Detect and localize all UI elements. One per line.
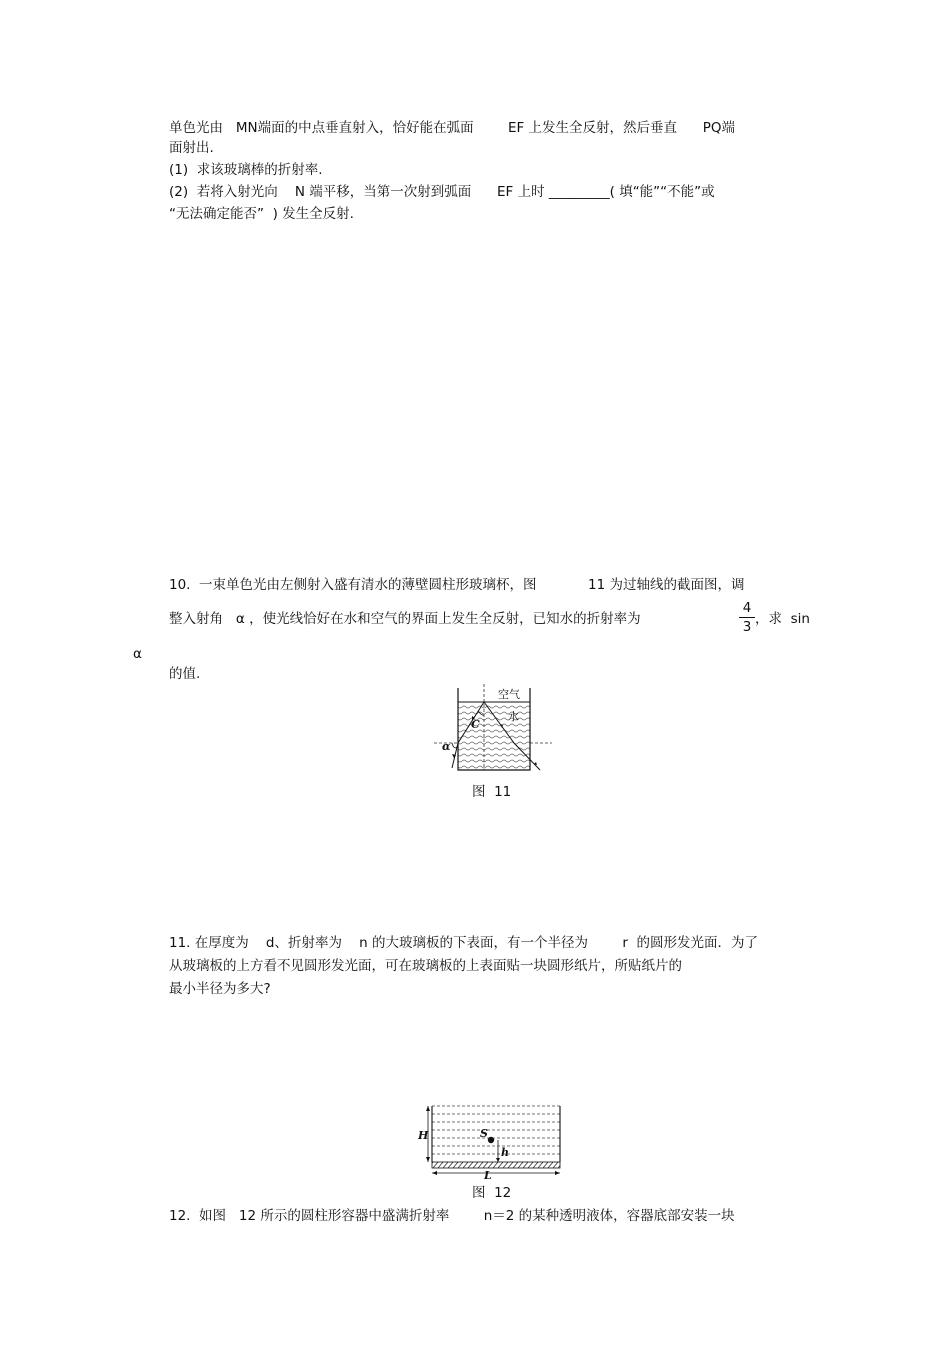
fraction-bar (739, 617, 755, 618)
light-source-dot (488, 1137, 494, 1143)
q10-line-2b: ，求 sin (755, 611, 810, 627)
q11-line-3: 最小半径为多大? (169, 981, 271, 997)
p9-line-5: “无法确定能否” ) 发生全反射. (169, 206, 354, 222)
figure-11-caption: 图 11 (472, 784, 512, 800)
p9-line-1: 单色光由 MN端面的中点垂直射入，恰好能在弧面 EF 上发生全反射，然后垂直 PQ端 (169, 120, 736, 136)
p9-line-3: (1) 求该玻璃棒的折射率. (169, 162, 323, 178)
label-S: S (480, 1127, 488, 1140)
label-water: 水 (508, 710, 519, 723)
height-arrow-bottom (426, 1157, 430, 1162)
container-walls (432, 1106, 560, 1162)
container-base (432, 1162, 560, 1168)
depth-arrow (496, 1158, 500, 1162)
width-arrow-left (432, 1171, 437, 1175)
refractive-index-fraction (739, 600, 755, 635)
label-air: 空气 (498, 688, 520, 701)
p9-line-4: (2) 若将入射光向 N 端平移，当第一次射到弧面 EF 上时 _________( 填“能”“不能”或 (169, 184, 715, 200)
fraction-denominator: 3 (742, 619, 752, 635)
figure-11 (430, 680, 560, 780)
liquid-lines (432, 1114, 560, 1154)
figure-12 (418, 1102, 568, 1182)
label-c: C (471, 718, 480, 731)
fraction-numerator: 4 (742, 600, 752, 616)
q10-line-3: α (133, 646, 142, 662)
label-h: h (501, 1146, 509, 1159)
label-H: H (418, 1129, 429, 1142)
figure-12-caption: 图 12 (472, 1185, 512, 1201)
width-arrow-right (555, 1171, 560, 1175)
q11-line-2: 从玻璃板的上方看不见圆形发光面，可在玻璃板的上表面贴一块圆形纸片，所贴纸片的 (169, 958, 682, 974)
p9-line-2: 面射出. (169, 140, 214, 156)
incidence-angle-arc (452, 743, 457, 748)
q10-line-4: 的值. (169, 666, 201, 682)
q10-line-2a: 整入射角 α ，使光线恰好在水和空气的界面上发生全反射，已知水的折射率为 (169, 611, 641, 627)
q12-line-1: 12. 如图 12 所示的圆柱形容器中盛满折射率 n＝2 的某种透明液体，容器底部安装一块 (169, 1208, 735, 1224)
q10-line-1: 10. 一束单色光由左侧射入盛有清水的薄壁圆柱形玻璃杯，图 11 为过轴线的截面图，调 (169, 577, 745, 593)
water-region (458, 702, 530, 770)
label-L: L (484, 1169, 492, 1182)
q11-line-1: 11. 在厚度为 d、折射率为 n 的大玻璃板的下表面，有一个半径为 r 的圆形发光面．为了 (169, 935, 758, 951)
label-alpha: α (442, 740, 451, 753)
height-arrow-top (426, 1106, 430, 1111)
